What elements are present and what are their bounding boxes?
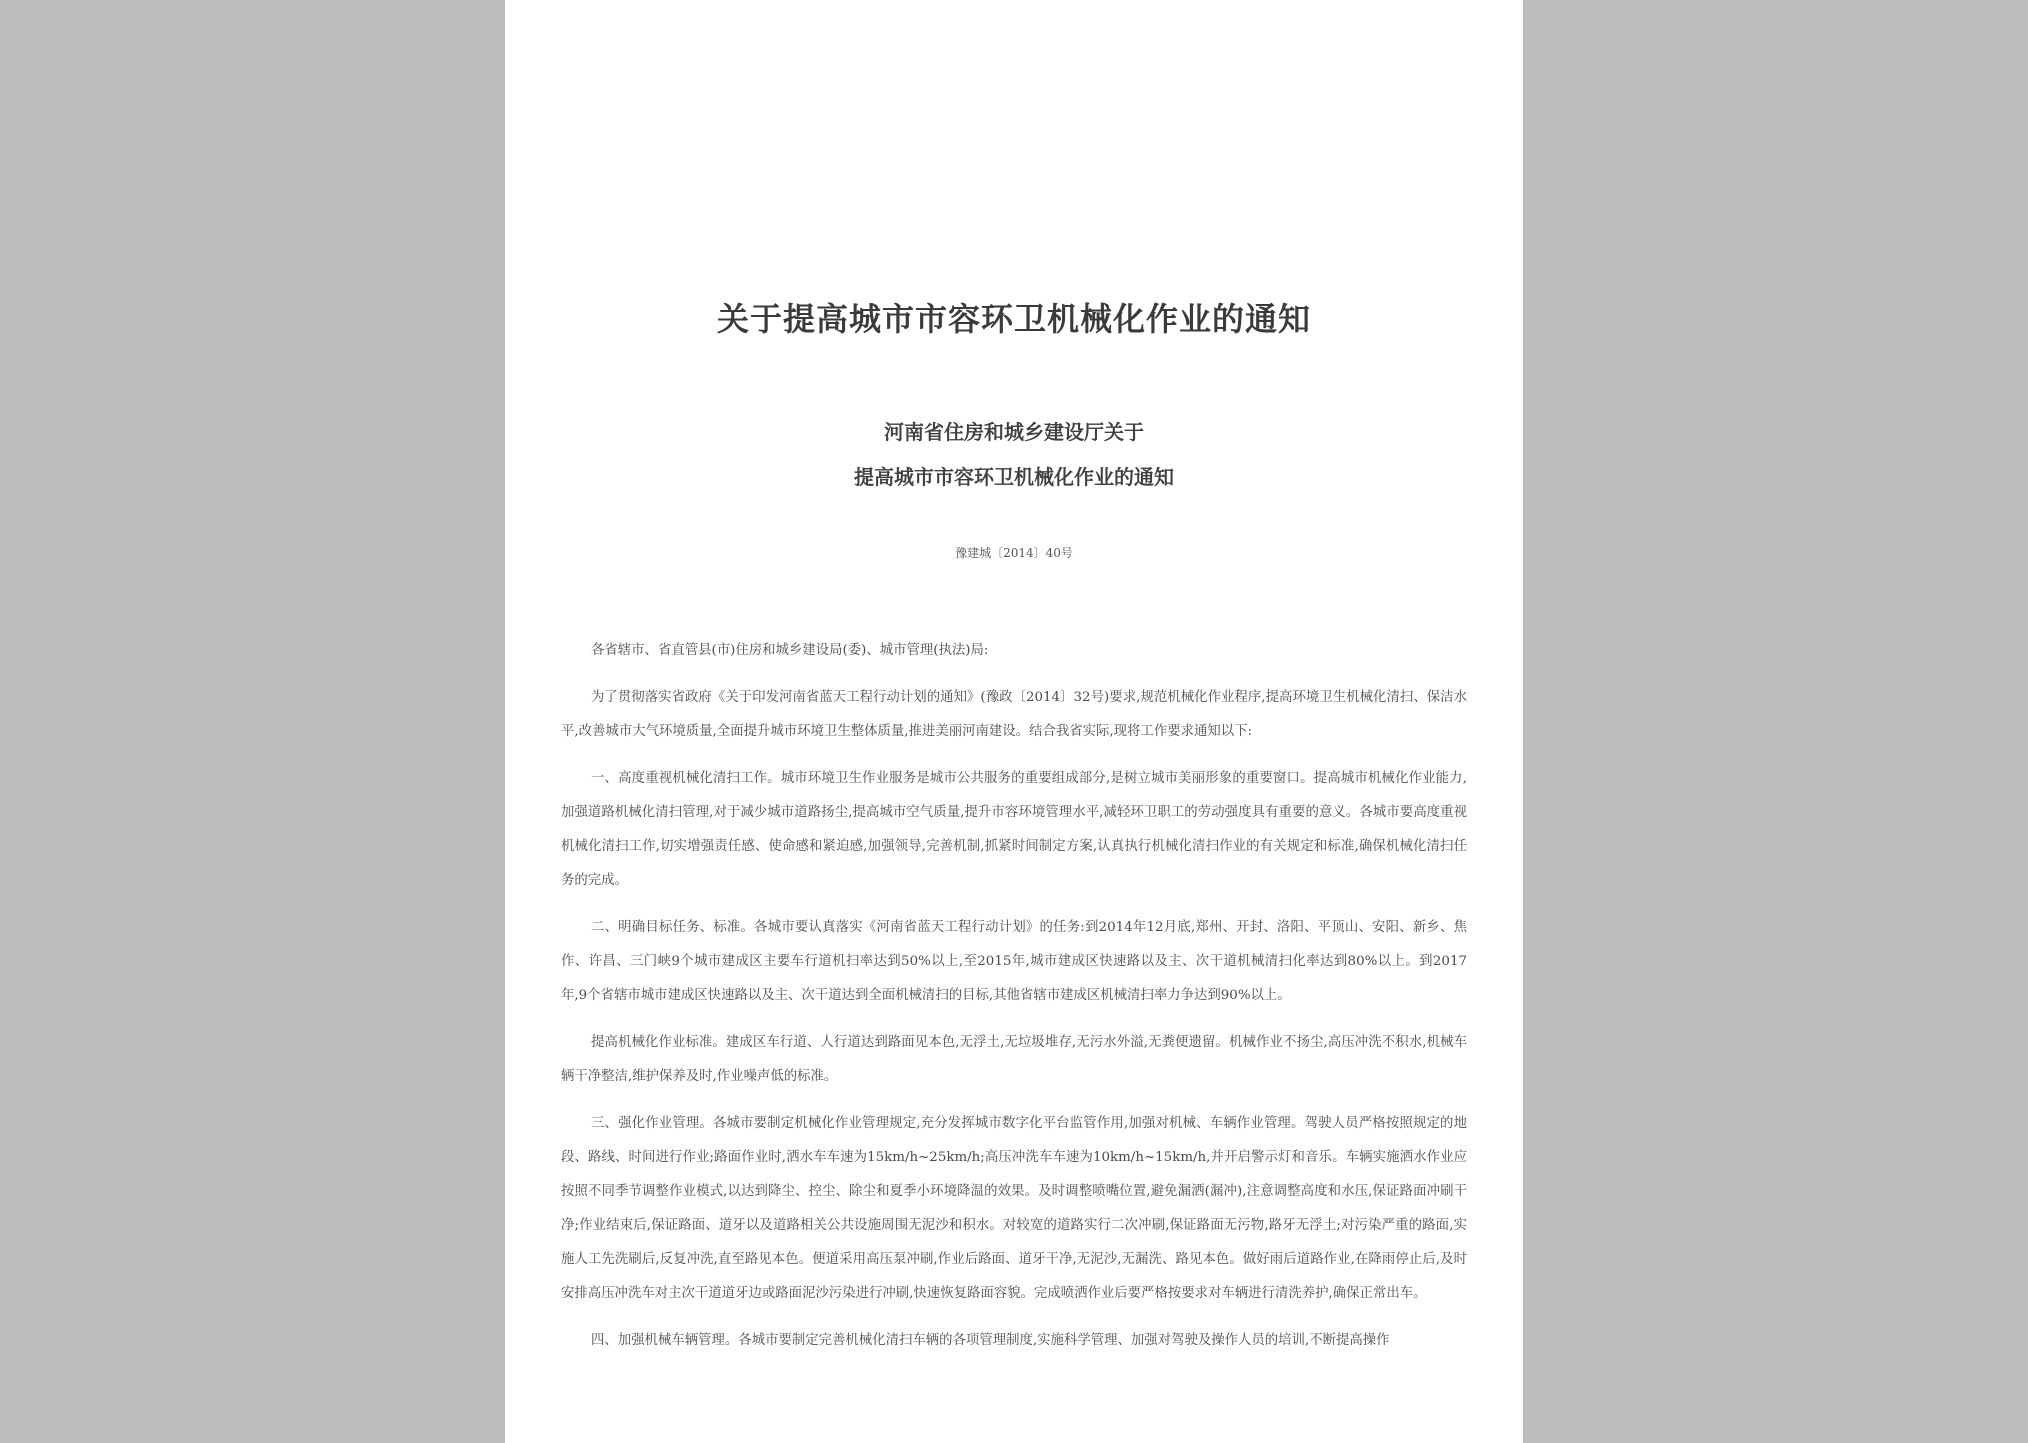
document-number: 豫建城〔2014〕40号 xyxy=(955,546,1073,560)
paragraph-section-1: 一、高度重视机械化清扫工作。城市环境卫生作业服务是城市公共服务的重要组成部分,是树立城市美丽形象的重要窗口。提高城市机械化作业能力,加强道路机械化清扫管理,对于减少城市道路扬尘,提高城市空气质量,提升市容环境管理水平,减轻环卫职工的劳动强度具有重要的意义。各城市要高度重视机械化清扫工作,切实增强责任感、使命感和紧迫感,加强领导,完善机制,抓紧时间制定方案,认真执行机械化清扫作业的有关规定和标准,确保机械化清扫任务的完成。 xyxy=(561,771,1467,888)
paragraph-standards: 提高机械化作业标准。建成区车行道、人行道达到路面见本色,无浮土,无垃圾堆存,无污水外溢,无粪便遗留。机械作业不扬尘,高压冲洗不积水,机械车辆干净整洁,维护保养及时,作业噪声低的标准。 xyxy=(561,1035,1467,1084)
paragraph-section-2: 二、明确目标任务、标准。各城市要认真落实《河南省蓝天工程行动计划》的任务:到2014年12月底,郑州、开封、洛阳、平顶山、安阳、新乡、焦作、许昌、三门峡9个城市建成区主要车行道机扫率达到50%以上,至2015年,城市建成区快速路以及主、次干道机械清扫化率达到80%以上。到2017年,9个省辖市城市建成区快速路以及主、次干道达到全面机械清扫的目标,其他省辖市建成区机械清扫率力争达到90%以上。 xyxy=(561,920,1467,1003)
salutation: 各省辖市、省直管县(市)住房和城乡建设局(委)、城市管理(执法)局: xyxy=(591,643,989,658)
document-main-title: 关于提高城市市容环卫机械化作业的通知 xyxy=(716,300,1311,338)
document-subtitle-line-1: 河南省住房和城乡建设厅关于 xyxy=(884,420,1144,444)
paragraph-section-4: 四、加强机械车辆管理。各城市要制定完善机械化清扫车辆的各项管理制度,实施科学管理、加强对驾驶及操作人员的培训,不断提高操作 xyxy=(591,1333,1390,1348)
document-subtitle-line-2: 提高城市市容环卫机械化作业的通知 xyxy=(854,465,1174,489)
paragraph-section-3: 三、强化作业管理。各城市要制定机械化作业管理规定,充分发挥城市数字化平台监管作用,加强对机械、车辆作业管理。驾驶人员严格按照规定的地段、路线、时间进行作业;路面作业时,洒水车车速为15km/h~25km/h;高压冲洗车车速为10km/h~15km/h,并开启警示灯和音乐。车辆实施洒水作业应按照不同季节调整作业模式,以达到降尘、控尘、除尘和夏季小环境降温的效果。及时调整喷嘴位置,避免漏洒(漏冲),注意调整高度和水压,保证路面冲刷干净;作业结束后,保证路面、道牙以及道路相关公共设施周围无泥沙和积水。对较宽的道路实行二次冲刷,保证路面无污物,路牙无浮土;对污染严重的路面,实施人工先洗刷后,反复冲洗,直至路见本色。便道采用高压泵冲刷,作业后路面、道牙干净,无泥沙,无漏洗、路见本色。做好雨后道路作业,在降雨停止后,及时安排高压冲洗车对主次干道道牙边或路面泥沙污染进行冲刷,快速恢复路面容貌。完成喷洒作业后要严格按要求对车辆进行清洗养护,确保正常出车。 xyxy=(561,1116,1467,1301)
paragraph-intro: 为了贯彻落实省政府《关于印发河南省蓝天工程行动计划的通知》(豫政〔2014〕32号)要求,规范机械化作业程序,提高环境卫生机械化清扫、保洁水平,改善城市大气环境质量,全面提升城市环境卫生整体质量,推进美丽河南建设。结合我省实际,现将工作要求通知以下: xyxy=(561,690,1467,739)
document-page xyxy=(505,0,1523,1443)
document-body xyxy=(561,634,1467,1371)
